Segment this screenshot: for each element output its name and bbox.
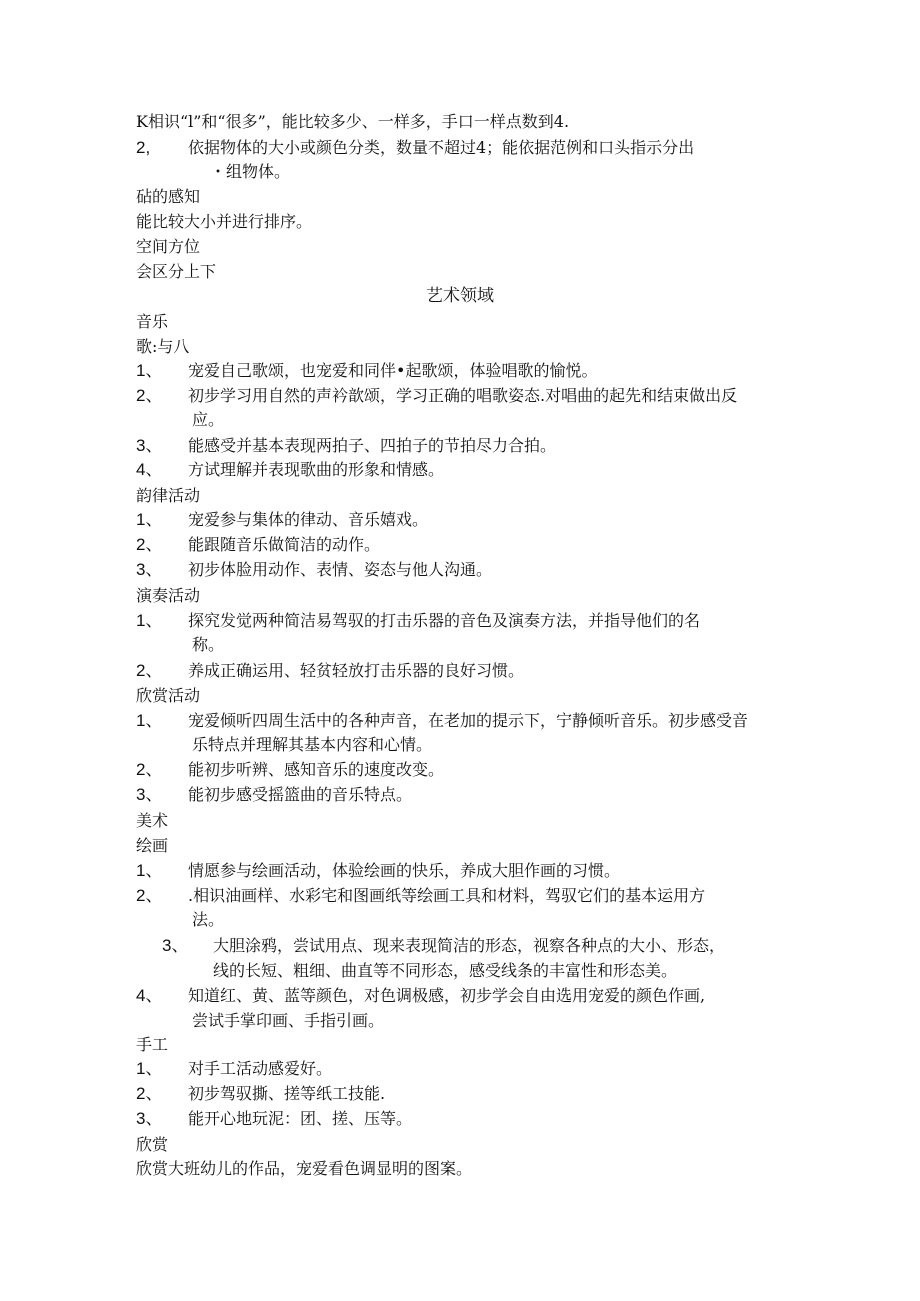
math-item-2-number: 2,: [136, 138, 151, 157]
drawing-item-2-text: .相识油画样、水彩宅和图画纸等绘画工具和材料，驾驭它们的基本运用方: [188, 886, 706, 905]
song-item-3-text: 能感受并基本表现两拍子、四拍子的节拍尽力合拍。: [188, 436, 557, 455]
rhythm-item-1-number: 1、: [136, 510, 163, 529]
song-item-1-number: 1、: [136, 361, 163, 380]
song-heading: 歌:与八: [136, 337, 190, 356]
drawing-item-2-continuation: 法。: [192, 910, 225, 929]
drawing-item-3-text: 大胆涂鸦，尝试用点、现来表现简洁的形态，视察各种点的大小、形态，: [213, 936, 726, 955]
performance-item-2-number: 2、: [136, 661, 163, 680]
art-heading: 美术: [136, 811, 169, 830]
appreciation-item-1-text: 宠爱倾听四周生活中的各种声音，在老加的提示下，宁静倾听音乐。初步感受音: [188, 711, 749, 730]
drawing-item-4-number: 4、: [136, 986, 163, 1005]
drawing-item-1-number: 1、: [136, 861, 163, 880]
space-orientation-heading: 空间方位: [136, 237, 201, 256]
math-item-2-text: 依据物体的大小或颜色分类，数量不超过4；能依据范例和口头指示分出: [188, 138, 695, 157]
size-perception-heading: 砧的感知: [136, 187, 201, 206]
song-item-2-continuation: 应。: [192, 410, 225, 429]
song-item-2-text: 初步学习用自然的声衿歆颂，学习正确的唱歌姿态.对唱曲的起先和结束做出反: [188, 386, 738, 405]
rhythm-item-1-text: 宠爱参与集体的律动、音乐嬉戏。: [188, 510, 429, 529]
rhythm-item-2-number: 2、: [136, 535, 163, 554]
art-appreciation-text: 欣赏大班幼儿的作品，宠爱看色调显明的图案。: [136, 1159, 473, 1178]
music-heading: 音乐: [136, 312, 169, 331]
rhythm-item-3-number: 3、: [136, 560, 163, 579]
song-item-2-number: 2、: [136, 386, 163, 405]
handcraft-heading: 手工: [136, 1035, 169, 1054]
drawing-heading: 绘画: [136, 836, 169, 855]
performance-item-1-continuation: 称。: [192, 635, 225, 654]
appreciation-item-3-text: 能初步感受摇篮曲的音乐特点。: [188, 785, 413, 804]
song-item-4-text: 方试理解并表现歌曲的形象和情感。: [188, 460, 445, 479]
rhythm-heading: 韵律活动: [136, 486, 201, 505]
performance-item-2-text: 养成正确运用、轻贫轻放打击乐器的良好习惯。: [188, 661, 525, 680]
drawing-item-3-continuation: 线的长短、粗细、曲直等不同形态，感受线条的丰富性和形态美。: [213, 961, 678, 980]
section-title: 艺术领域: [426, 286, 494, 306]
drawing-item-4-text: 知道红、黄、蓝等颜色，对色调极感，初步学会自由选用宠爱的颜色作画,: [188, 986, 706, 1005]
drawing-item-1-text: 情愿参与绘画活动，体验绘画的快乐，养成大胆作画的习惯。: [188, 861, 621, 880]
rhythm-item-3-text: 初步体脸用动作、表情、姿态与他人沟通。: [188, 560, 493, 579]
song-item-3-number: 3、: [136, 436, 163, 455]
handcraft-item-1-text: 对手工活动感爱好。: [188, 1059, 333, 1078]
handcraft-item-2-text: 初步驾驭撕、搓等纸工技能.: [188, 1084, 386, 1103]
size-perception-text: 能比较大小并进行排序。: [136, 212, 313, 231]
drawing-item-2-number: 2、: [136, 886, 163, 905]
drawing-item-3-number: 3、: [162, 936, 189, 955]
handcraft-item-3-text: 能开心地玩泥：团、搓、压等。: [188, 1109, 413, 1128]
math-item-1: K相识“l”和“很多”，能比较多少、一样多，手口一样点数到4.: [136, 112, 570, 131]
handcraft-item-1-number: 1、: [136, 1059, 163, 1078]
space-orientation-text: 会区分上下: [136, 262, 217, 281]
appreciation-item-2-number: 2、: [136, 760, 163, 779]
handcraft-item-2-number: 2、: [136, 1084, 163, 1103]
performance-item-1-number: 1、: [136, 611, 163, 630]
rhythm-item-2-text: 能跟随音乐做简洁的动作。: [188, 535, 381, 554]
appreciation-heading: 欣赏活动: [136, 686, 201, 705]
performance-heading: 演奏活动: [136, 586, 201, 605]
math-item-2-continuation: ・组物体。: [210, 162, 291, 181]
appreciation-item-2-text: 能初步听辨、感知音乐的速度改变。: [188, 760, 445, 779]
handcraft-item-3-number: 3、: [136, 1109, 163, 1128]
drawing-item-4-continuation: 尝试手掌印画、手指引画。: [192, 1011, 385, 1030]
appreciation-item-1-number: 1、: [136, 711, 163, 730]
song-item-1-text: 宠爱自己歌颂，也宠爱和同伴•起歌颂，体验唱歌的愉悦。: [188, 361, 598, 380]
performance-item-1-text: 探究发觉两种简洁易驾驭的打击乐器的音色及演奏方法，并指导他们的名: [188, 611, 701, 630]
appreciation-item-3-number: 3、: [136, 785, 163, 804]
art-appreciation-heading: 欣赏: [136, 1135, 169, 1154]
appreciation-item-1-continuation: 乐特点并理解其基本内容和心情。: [192, 735, 433, 754]
song-item-4-number: 4、: [136, 460, 163, 479]
